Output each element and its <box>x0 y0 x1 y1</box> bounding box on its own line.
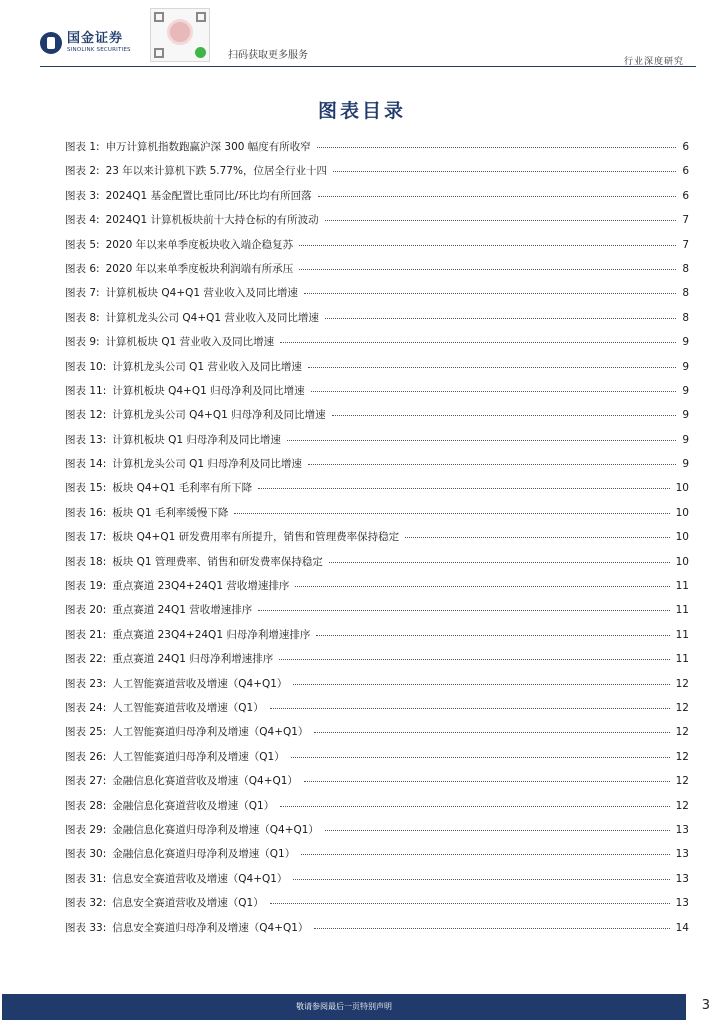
toc-entry[interactable] <box>65 651 689 675</box>
toc-entry-text: 人工智能赛道营收及增速（Q1） <box>112 701 264 714</box>
toc-entry-label: 图表 17: <box>65 531 107 544</box>
toc-dot-leader <box>295 586 669 587</box>
toc-entry-label: 图表 7: <box>65 287 100 300</box>
toc-entry-page: 8 <box>682 262 689 275</box>
toc-entry-page: 12 <box>675 799 689 812</box>
toc-entry-text: 重点赛道 23Q4+24Q1 营收增速排序 <box>112 580 290 593</box>
toc-entry[interactable] <box>65 212 689 236</box>
qr-code-icon[interactable] <box>150 8 210 62</box>
toc-entry-text: 重点赛道 24Q1 营收增速排序 <box>112 604 253 617</box>
toc-entry-label: 图表 9: <box>65 336 100 349</box>
page-number: 3 <box>701 998 710 1013</box>
toc-dot-leader <box>258 610 669 611</box>
toc-dot-leader <box>329 562 670 563</box>
toc-entry-label: 图表 21: <box>65 628 107 641</box>
toc-entry[interactable] <box>65 383 689 407</box>
toc-dot-leader <box>234 513 669 514</box>
toc-entry[interactable] <box>65 920 689 944</box>
toc-entry-page: 10 <box>675 531 689 544</box>
toc-entry[interactable] <box>65 310 689 334</box>
toc-entry-page: 13 <box>675 823 689 836</box>
toc-entry-page: 6 <box>682 141 689 153</box>
toc-list <box>65 139 689 944</box>
toc-entry-label: 图表 25: <box>65 726 107 739</box>
toc-entry-label: 图表 33: <box>65 921 107 934</box>
toc-entry-text: 重点赛道 23Q4+24Q1 归母净利增速排序 <box>112 628 311 641</box>
toc-dot-leader <box>332 415 677 416</box>
toc-entry-page: 12 <box>675 677 689 690</box>
toc-dot-leader <box>280 806 669 807</box>
toc-dot-leader <box>325 830 670 831</box>
toc-entry-text: 计算机龙头公司 Q4+Q1 归母净利及同比增速 <box>112 409 326 422</box>
toc-dot-leader <box>293 684 669 685</box>
toc-entry-label: 图表 8: <box>65 311 100 324</box>
toc-entry-text: 2024Q1 基金配置比重同比/环比均有所回落 <box>105 189 312 202</box>
toc-entry-label: 图表 11: <box>65 384 107 397</box>
toc-entry-label: 图表 16: <box>65 506 107 519</box>
toc-entry-page: 6 <box>682 189 689 202</box>
toc-dot-leader <box>304 293 676 294</box>
toc-entry-text: 2020 年以来单季度板块利润端有所承压 <box>105 262 294 275</box>
brand-name: 国金证券 <box>67 31 124 47</box>
toc-dot-leader <box>325 220 677 221</box>
toc-entry-page: 13 <box>675 848 689 861</box>
toc-entry-page: 8 <box>682 287 689 300</box>
wechat-icon <box>195 47 206 58</box>
toc-entry[interactable] <box>65 602 689 626</box>
toc-entry[interactable] <box>65 895 689 919</box>
toc-entry-label: 图表 30: <box>65 848 107 861</box>
toc-entry[interactable] <box>65 285 689 309</box>
toc-entry[interactable] <box>65 749 689 773</box>
toc-entry-label: 图表 28: <box>65 799 107 812</box>
toc-entry-text: 板块 Q1 毛利率缓慢下降 <box>112 506 229 519</box>
toc-title: 图表目录 <box>317 100 406 122</box>
toc-entry-text: 板块 Q1 管理费率、销售和研发费率保持稳定 <box>112 555 323 568</box>
page-header <box>0 0 724 70</box>
toc-entry-label: 图表 27: <box>65 775 107 788</box>
toc-entry[interactable] <box>65 432 689 456</box>
toc-entry-page: 11 <box>675 580 689 593</box>
toc-entry-page: 11 <box>675 653 689 666</box>
toc-dot-leader <box>316 635 669 636</box>
toc-entry-text: 金融信息化赛道营收及增速（Q4+Q1） <box>112 775 298 788</box>
toc-entry-label: 图表 3: <box>65 189 100 202</box>
toc-entry-text: 23 年以来计算机下跌 5.77%，位居全行业十四 <box>105 165 327 178</box>
toc-dot-leader <box>299 269 676 270</box>
toc-entry-label: 图表 22: <box>65 653 107 666</box>
toc-entry[interactable] <box>65 578 689 602</box>
toc-entry-page: 9 <box>682 360 689 373</box>
toc-entry-text: 金融信息化赛道营收及增速（Q1） <box>112 799 275 812</box>
toc-entry-page: 10 <box>675 506 689 519</box>
toc-entry-page: 10 <box>675 482 689 495</box>
toc-dot-leader <box>270 903 670 904</box>
toc-entry-page: 7 <box>682 214 689 227</box>
toc-entry-page: 11 <box>675 604 689 617</box>
toc-entry-text: 人工智能赛道营收及增速（Q4+Q1） <box>112 677 288 690</box>
toc-dot-leader <box>280 342 676 343</box>
toc-dot-leader <box>291 757 670 758</box>
toc-entry-label: 图表 31: <box>65 872 107 885</box>
toc-entry-text: 计算机龙头公司 Q1 归母净利及同比增速 <box>112 458 302 471</box>
toc-entry-text: 金融信息化赛道归母净利及增速（Q1） <box>112 848 296 861</box>
toc-entry-label: 图表 15: <box>65 482 107 495</box>
toc-entry-page: 13 <box>675 872 689 885</box>
toc-entry[interactable] <box>65 724 689 748</box>
toc-dot-leader <box>308 367 676 368</box>
toc-entry-text: 信息安全赛道营收及增速（Q4+Q1） <box>112 872 288 885</box>
toc-entry[interactable] <box>65 139 689 163</box>
toc-dot-leader <box>325 318 676 319</box>
toc-entry[interactable] <box>65 822 689 846</box>
toc-entry-text: 板块 Q4+Q1 毛利率有所下降 <box>112 482 253 495</box>
toc-entry[interactable] <box>65 627 689 651</box>
toc-entry-page: 9 <box>682 409 689 422</box>
toc-dot-leader <box>314 732 669 733</box>
toc-entry[interactable] <box>65 505 689 529</box>
toc-entry[interactable] <box>65 188 689 212</box>
brand-mark-icon <box>40 32 62 54</box>
toc-dot-leader <box>405 537 670 538</box>
toc-entry[interactable] <box>65 334 689 358</box>
toc-entry-text: 计算机板块 Q4+Q1 归母净利及同比增速 <box>112 384 305 397</box>
toc-dot-leader <box>287 440 676 441</box>
footer-bar <box>2 994 686 1020</box>
toc-entry-label: 图表 1: <box>65 141 100 153</box>
toc-entry-text: 人工智能赛道归母净利及增速（Q1） <box>112 750 285 763</box>
toc-dot-leader <box>333 171 676 172</box>
toc-entry-label: 图表 29: <box>65 823 107 836</box>
toc-entry-page: 12 <box>675 701 689 714</box>
toc-entry-text: 计算机龙头公司 Q1 营业收入及同比增速 <box>112 360 302 373</box>
toc-entry-page: 12 <box>675 726 689 739</box>
toc-entry-text: 计算机龙头公司 Q4+Q1 营业收入及同比增速 <box>105 311 319 324</box>
toc-dot-leader <box>293 879 669 880</box>
toc-entry-page: 8 <box>682 311 689 324</box>
toc-entry-label: 图表 32: <box>65 897 107 910</box>
toc-dot-leader <box>314 928 669 929</box>
toc-entry-label: 图表 19: <box>65 580 107 593</box>
toc-entry[interactable] <box>65 261 689 285</box>
toc-dot-leader <box>258 488 670 489</box>
toc-entry-page: 6 <box>682 165 689 178</box>
toc-dot-leader <box>301 854 669 855</box>
toc-entry[interactable] <box>65 676 689 700</box>
toc-entry-label: 图表 14: <box>65 458 107 471</box>
toc-entry[interactable] <box>65 529 689 553</box>
toc-entry-page: 9 <box>682 384 689 397</box>
toc-entry-label: 图表 20: <box>65 604 107 617</box>
toc-entry-page: 13 <box>675 897 689 910</box>
brand-name-en: SINOLINK SECURITIES <box>67 47 131 54</box>
toc-entry-text: 计算机板块 Q4+Q1 营业收入及同比增速 <box>105 287 298 300</box>
toc-entry-text: 信息安全赛道营收及增速（Q1） <box>112 897 264 910</box>
toc-entry[interactable] <box>65 773 689 797</box>
toc-entry-text: 金融信息化赛道归母净利及增速（Q4+Q1） <box>112 823 319 836</box>
toc-entry-text: 申万计算机指数跑赢沪深 300 幅度有所收窄 <box>105 141 311 153</box>
toc-entry-text: 计算机板块 Q1 营业收入及同比增速 <box>105 336 275 349</box>
footer-disclaimer: 敬请参阅最后一页特别声明 <box>296 1002 392 1011</box>
toc-entry[interactable] <box>65 798 689 822</box>
toc-dot-leader <box>308 464 676 465</box>
toc-dot-leader <box>317 147 677 148</box>
report-type: 行业深度研究 <box>623 57 684 67</box>
toc-entry[interactable] <box>65 359 689 383</box>
toc-entry-label: 图表 18: <box>65 555 107 568</box>
toc-entry-page: 11 <box>675 628 689 641</box>
toc-dot-leader <box>311 391 677 392</box>
toc-entry-label: 图表 10: <box>65 360 107 373</box>
toc-entry-page: 7 <box>682 238 689 251</box>
toc-entry-page: 9 <box>682 458 689 471</box>
toc-entry-label: 图表 24: <box>65 701 107 714</box>
toc-entry-page: 9 <box>682 336 689 349</box>
toc-entry[interactable] <box>65 871 689 895</box>
toc-entry[interactable] <box>65 480 689 504</box>
toc-entry[interactable] <box>65 846 689 870</box>
toc-entry-page: 12 <box>675 775 689 788</box>
toc-entry-text: 2024Q1 计算机板块前十大持仓标的有所波动 <box>105 214 319 227</box>
toc-entry-label: 图表 26: <box>65 750 107 763</box>
toc-entry-label: 图表 12: <box>65 409 107 422</box>
toc-entry[interactable] <box>65 163 689 187</box>
toc-entry-text: 重点赛道 24Q1 归母净利增速排序 <box>112 653 274 666</box>
toc-dot-leader <box>304 781 670 782</box>
toc-entry[interactable] <box>65 237 689 261</box>
toc-entry-page: 14 <box>675 921 689 934</box>
toc-entry-label: 图表 5: <box>65 238 100 251</box>
toc-entry-text: 2020 年以来单季度板块收入端企稳复苏 <box>105 238 294 251</box>
toc-entry-label: 图表 6: <box>65 262 100 275</box>
toc-dot-leader <box>318 196 677 197</box>
toc-entry[interactable] <box>65 407 689 431</box>
brand-logo <box>40 30 131 56</box>
toc-entry-label: 图表 23: <box>65 677 107 690</box>
toc-entry-text: 人工智能赛道归母净利及增速（Q4+Q1） <box>112 726 309 739</box>
toc-entry-label: 图表 13: <box>65 433 107 446</box>
toc-entry-text: 板块 Q4+Q1 研发费用率有所提升，销售和管理费率保持稳定 <box>112 531 400 544</box>
scan-prompt: 扫码获取更多服务 <box>228 50 308 61</box>
toc-dot-leader <box>270 708 670 709</box>
header-divider <box>40 66 696 67</box>
toc-entry[interactable] <box>65 700 689 724</box>
toc-entry-page: 9 <box>682 433 689 446</box>
toc-entry-page: 12 <box>675 750 689 763</box>
toc-entry[interactable] <box>65 554 689 578</box>
toc-entry[interactable] <box>65 456 689 480</box>
toc-entry-page: 10 <box>675 555 689 568</box>
toc-dot-leader <box>279 659 669 660</box>
toc-entry-text: 计算机板块 Q1 归母净利及同比增速 <box>112 433 281 446</box>
toc-entry-text: 信息安全赛道归母净利及增速（Q4+Q1） <box>112 921 309 934</box>
toc-dot-leader <box>299 245 676 246</box>
toc-entry-label: 图表 2: <box>65 165 100 178</box>
toc-entry-label: 图表 4: <box>65 214 100 227</box>
